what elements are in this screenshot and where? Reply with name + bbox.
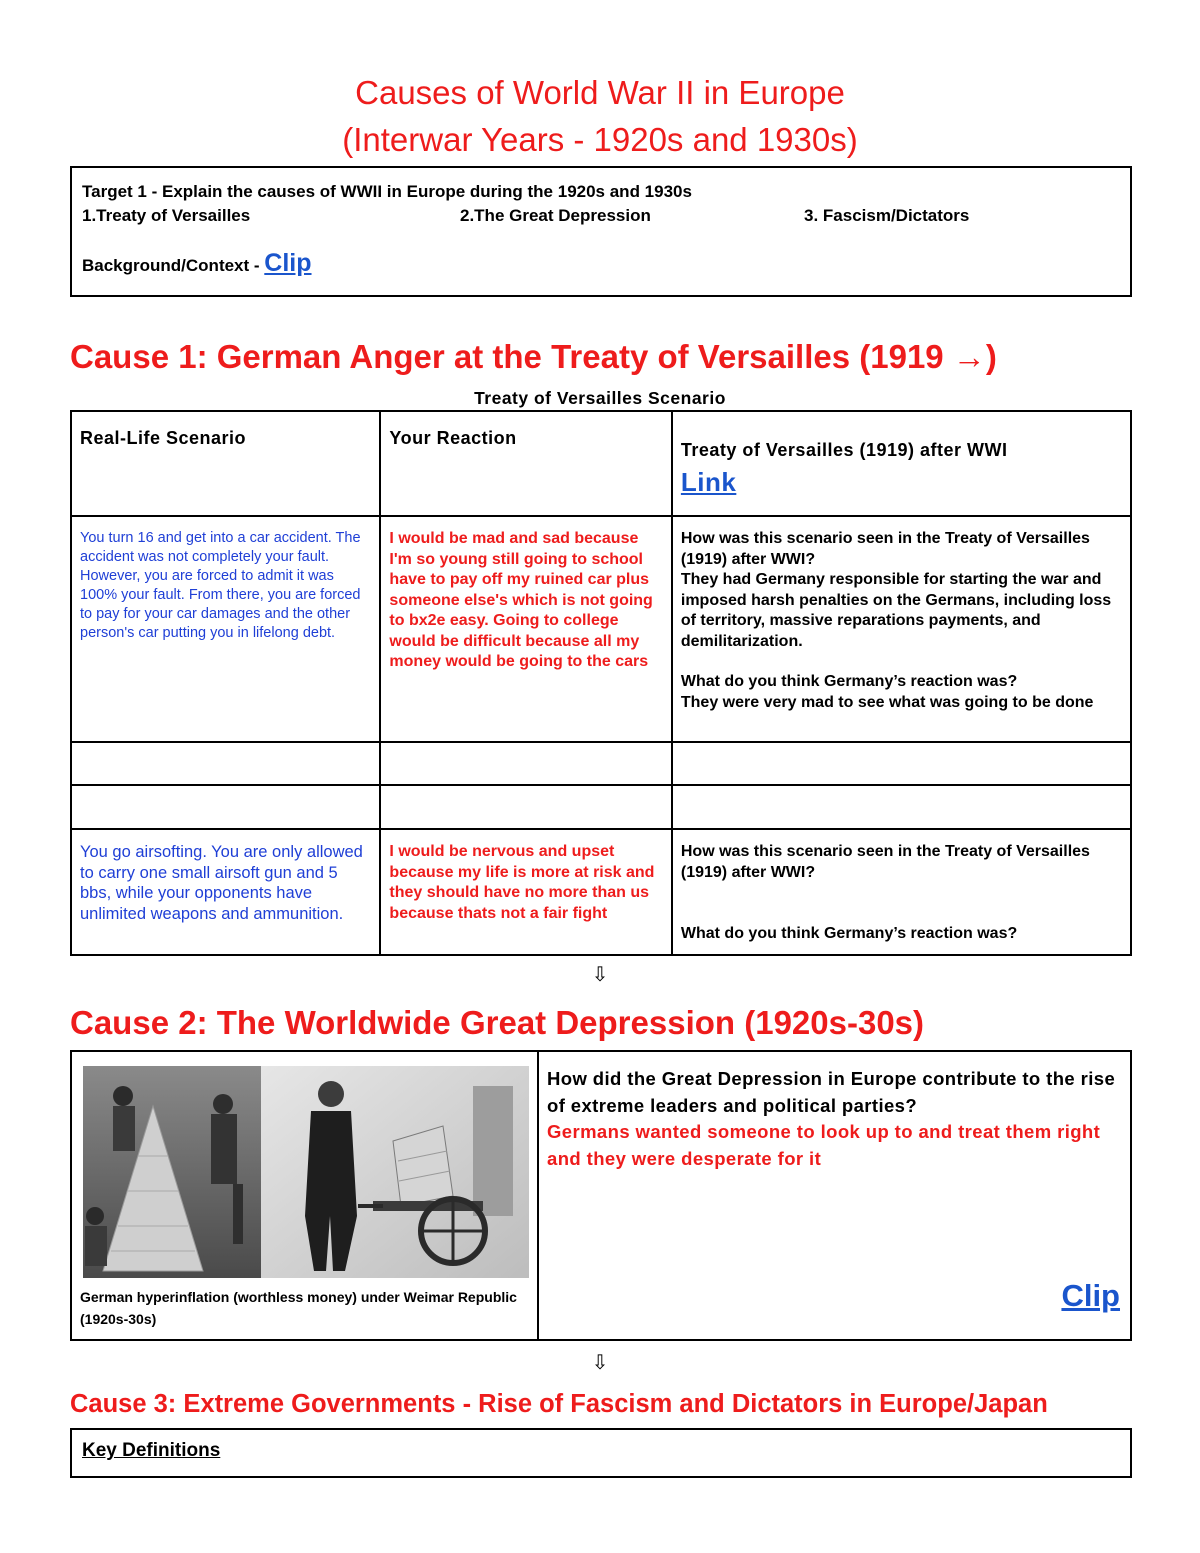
target-box bbox=[70, 166, 1132, 297]
key-definitions-box bbox=[70, 1428, 1132, 1478]
empty-cell[interactable] bbox=[380, 742, 671, 785]
cause1-title: Cause 1: German Anger at the Treaty of Versailles (1919 →) bbox=[70, 338, 997, 375]
down-arrow-icon: ⇩ bbox=[591, 964, 609, 986]
treaty-2-cell bbox=[672, 829, 1131, 955]
reaction-2-text: I would be nervous and upset because my life is more at risk and they should have no more than us because thats not a fair fight bbox=[380, 829, 671, 955]
reaction-1-text: I would be mad and sad because I'm so young still going to school have to pay off my ruined car plus someone else's which is not going to bx2e easy. Going to college would be difficult because all my money would be going to the cars bbox=[380, 516, 671, 742]
treaty-1-question-1: How was this scenario seen in the Treaty of Versailles (1919) after WWI? bbox=[680, 530, 1090, 568]
table-row-empty bbox=[71, 785, 1131, 829]
key-definitions-label: Key Definitions bbox=[82, 1440, 221, 1461]
cause2-title: Cause 2: The Worldwide Great Depression (1920s-30s) bbox=[70, 1004, 925, 1041]
treaty-2-question-2: What do you think Germany’s reaction was? bbox=[680, 925, 1018, 942]
treaty-1-answer-2: They were very mad to see what was going to be done bbox=[680, 693, 1094, 711]
page-subtitle: (Interwar Years - 1920s and 1930s) bbox=[342, 121, 858, 158]
treaty-link[interactable]: Link bbox=[680, 467, 737, 497]
scenario-1-text: You turn 16 and get into a car accident. The accident was not completely your fault. However, you are forced to admit it was 100% your fault. From there, you are forced to pay for your car damages and the other person's car putting you in lifelong debt. bbox=[71, 516, 380, 742]
cause3-title: Cause 3: Extreme Governments - Rise of Fascism and Dictators in Europe/Japan bbox=[70, 1390, 1048, 1418]
scenario-2-text: You go airsofting. You are only allowed to carry one small airsoft gun and 5 bbs, while your opponents have unlimited weapons and ammunition. bbox=[71, 829, 380, 955]
empty-cell[interactable] bbox=[672, 742, 1131, 785]
page-title: Causes of World War II in Europe bbox=[355, 74, 845, 111]
table-row-empty bbox=[71, 742, 1131, 785]
treaty-1-cell bbox=[672, 516, 1131, 742]
down-arrow-icon: ⇩ bbox=[591, 1352, 609, 1374]
depression-box bbox=[70, 1050, 1132, 1341]
empty-cell[interactable] bbox=[380, 785, 671, 829]
hyperinflation-photo bbox=[83, 1066, 529, 1278]
target-item-3: 3. Fascism/Dictators bbox=[804, 206, 970, 225]
divider bbox=[537, 1052, 539, 1339]
target-item-1: 1.Treaty of Versailles bbox=[82, 206, 251, 225]
table-row bbox=[71, 516, 1131, 742]
empty-cell[interactable] bbox=[71, 742, 380, 785]
target-heading: Target 1 - Explain the causes of WWII in Europe during the 1920s and 1930s bbox=[82, 182, 692, 201]
empty-cell[interactable] bbox=[672, 785, 1131, 829]
depression-question-block bbox=[547, 1066, 1127, 1172]
header-real-life-scenario: Real-Life Scenario bbox=[71, 411, 380, 516]
photo-caption: German hyperinflation (worthless money) under Weimar Republic (1920s-30s) bbox=[80, 1289, 517, 1327]
treaty-2-question-1: How was this scenario seen in the Treaty of Versailles (1919) after WWI? bbox=[680, 843, 1090, 881]
target-items bbox=[82, 204, 1120, 228]
treaty-1-question-2: What do you think Germany’s reaction was? bbox=[680, 673, 1018, 690]
scenario-table-title: Treaty of Versailles Scenario bbox=[474, 388, 726, 408]
header-treaty bbox=[672, 411, 1131, 516]
treaty-1-answer-1: They had Germany responsible for starting the war and imposed harsh penalties on the Germans, including loss of territory, massive reparations payments, and demilitarization. bbox=[680, 571, 1112, 650]
header-your-reaction: Your Reaction bbox=[380, 411, 671, 516]
target-item-2: 2.The Great Depression bbox=[460, 206, 651, 225]
hyperinflation-photo-image bbox=[83, 1066, 529, 1278]
background-label: Background/Context - bbox=[82, 256, 265, 275]
background-clip-link[interactable]: Clip bbox=[264, 249, 312, 277]
depression-clip-link[interactable]: Clip bbox=[1061, 1278, 1120, 1313]
empty-cell[interactable] bbox=[71, 785, 380, 829]
header-treaty-label: Treaty of Versailles (1919) after WWI bbox=[680, 440, 1008, 460]
table-row bbox=[71, 829, 1131, 955]
table-header-row bbox=[71, 411, 1131, 516]
scenario-table bbox=[70, 410, 1132, 956]
depression-question: How did the Great Depression in Europe contribute to the rise of extreme leaders and political parties? bbox=[547, 1068, 1116, 1116]
depression-answer: Germans wanted someone to look up to and treat them right and they were desperate for it bbox=[547, 1121, 1101, 1169]
background-context bbox=[82, 248, 1120, 281]
